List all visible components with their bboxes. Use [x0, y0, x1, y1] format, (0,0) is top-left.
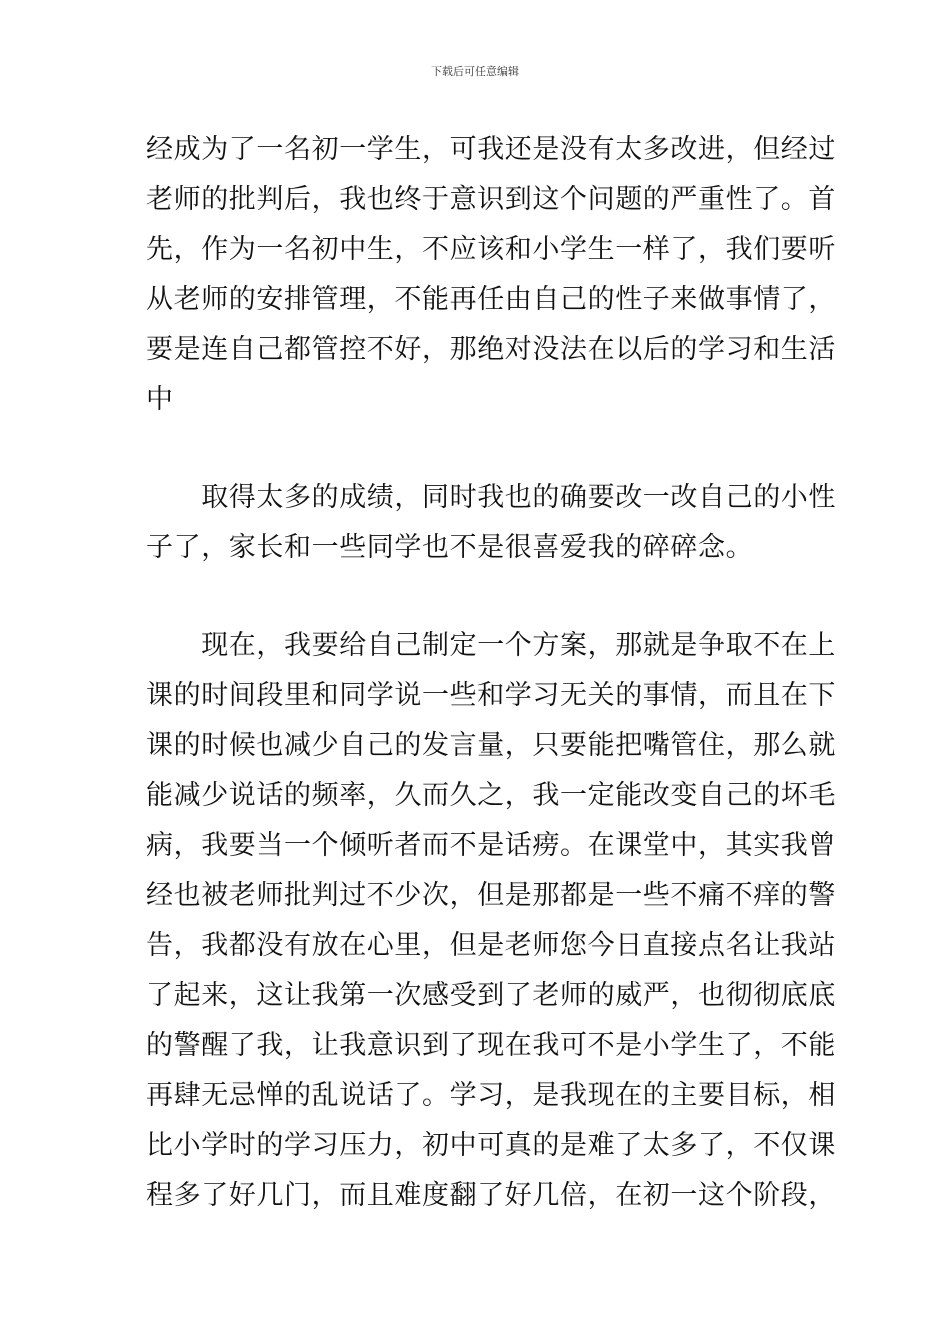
text-line: 老师的批判后，我也终于意识到这个问题的严重性了。首 — [146, 184, 836, 215]
text-line: 再肆无忌惮的乱说话了。学习，是我现在的主要目标，相 — [146, 1080, 836, 1111]
text-line: 先，作为一名初中生，不应该和小学生一样了，我们要听 — [146, 234, 836, 265]
text-line: 现在，我要给自己制定一个方案，那就是争取不在上 — [146, 630, 836, 661]
text-line: 病，我要当一个倾听者而不是话痨。在课堂中，其实我曾 — [146, 830, 836, 861]
text-line: 程多了好几门，而且难度翻了好几倍，在初一这个阶段， — [146, 1180, 836, 1211]
text-line: 了起来，这让我第一次感受到了老师的威严，也彻彻底底 — [146, 980, 836, 1011]
text-line: 能减少说话的频率，久而久之，我一定能改变自己的坏毛 — [146, 780, 836, 811]
text-line: 的警醒了我，让我意识到了现在我可不是小学生了，不能 — [146, 1030, 836, 1061]
text-line: 子了，家长和一些同学也不是很喜爱我的碎碎念。 — [146, 532, 754, 563]
text-line: 比小学时的学习压力，初中可真的是难了太多了，不仅课 — [146, 1130, 836, 1161]
text-line: 中 — [146, 384, 174, 415]
text-line: 课的时候也减少自己的发言量，只要能把嘴管住，那么就 — [146, 730, 836, 761]
text-line: 从老师的安排管理，不能再任由自己的性子来做事情了， — [146, 284, 836, 315]
text-line: 告，我都没有放在心里，但是老师您今日直接点名让我站 — [146, 930, 836, 961]
text-line: 要是连自己都管控不好，那绝对没法在以后的学习和生活 — [146, 334, 836, 365]
text-line: 经成为了一名初一学生，可我还是没有太多改进，但经过 — [146, 134, 836, 165]
text-line: 经也被老师批判过不少次，但是那都是一些不痛不痒的警 — [146, 880, 836, 911]
text-line: 课的时间段里和同学说一些和学习无关的事情，而且在下 — [146, 680, 836, 711]
text-line: 取得太多的成绩，同时我也的确要改一改自己的小性 — [146, 482, 836, 513]
page-header: 下载后可任意编辑 — [431, 65, 519, 78]
